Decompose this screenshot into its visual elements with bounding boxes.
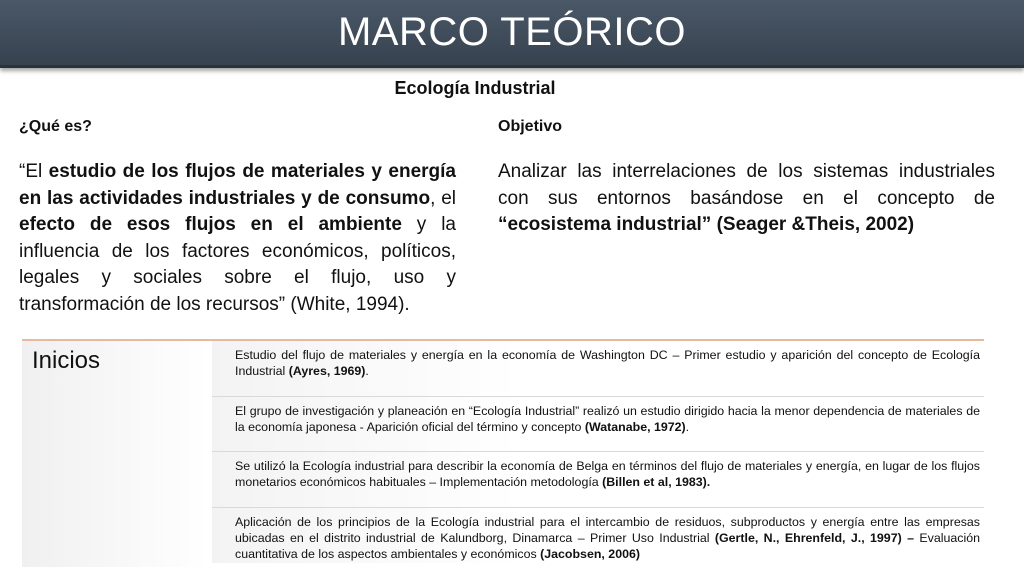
text-segment: Evaluación cuantitativa de los aspectos ambientales y económicos <box>235 530 980 561</box>
text-segment: . <box>685 419 690 434</box>
slide-subtitle: Ecología Industrial <box>394 78 556 98</box>
bold-text-segment: (Billen et al, 1983). <box>602 475 711 489</box>
bold-text-segment: estudio de los flujos de materiales y energía en las actividades industriales y de consumo <box>19 161 456 209</box>
slide-title: MARCO TEÓRICO <box>337 10 686 54</box>
text-segment: . <box>365 364 369 378</box>
bold-text-segment: efecto de esos flujos en el ambiente <box>19 214 402 235</box>
bold-text-segment: (Watanabe, 1972) <box>584 419 686 434</box>
objective-paragraph <box>498 159 995 239</box>
text-segment: El grupo de investigación y planeación en “Ecología Industrial” realizó un estudio dirigido hacia la menor dependencia de materiales de la economía japonesa - Aparición oficial del término y concepto <box>235 403 980 434</box>
bold-text-segment: “ecosistema industrial” (Seager &Theis, 2002) <box>498 214 915 235</box>
bold-text-segment: (Gertle, N., Ehrenfeld, J., 1997) – <box>714 530 914 545</box>
inicios-entries <box>212 341 984 563</box>
text-segment: “El <box>19 161 49 182</box>
inicios-entry <box>212 452 984 508</box>
title-bar <box>0 0 1024 68</box>
bold-text-segment: (Jacobsen, 2006) <box>540 546 640 561</box>
inicios-entry <box>212 508 984 564</box>
right-column-heading: Objetivo <box>498 118 563 135</box>
definition-paragraph <box>19 159 456 318</box>
text-segment: , el <box>430 187 456 209</box>
text-segment: Aplicación de los principios de la Ecología industrial para el intercambio de residuos, subproductos y energía entre las empresas ubicadas en el distrito industrial de Kalundborg, Dinamarca – Primer Uso Industrial <box>235 514 980 545</box>
left-column-heading: ¿Qué es? <box>19 118 92 135</box>
bold-text-segment: (Ayres, 1969) <box>288 364 366 378</box>
text-segment: Analizar las interrelaciones de los sistemas industriales con sus entornos basándose en el concepto de <box>498 161 995 209</box>
inicios-entry <box>212 397 984 453</box>
inicios-label: Inicios <box>32 347 101 374</box>
text-segment: Estudio del flujo de materiales y energía en la economía de Washington DC – Primer estudio y aparición del concepto de Ecología Industrial <box>235 348 980 378</box>
text-segment: y la influencia de los factores económicos, políticos, legales y sociales sobre el flujo, uso y transformación de los recursos” (White, 1994). <box>19 214 456 315</box>
text-segment: Se utilizó la Ecología industrial para describir la economía de Belga en términos del flujo de materiales y energía, en lugar de los flujos monetarios económicos habituales – Implementación metodología <box>235 459 980 489</box>
inicios-entry <box>212 341 984 397</box>
